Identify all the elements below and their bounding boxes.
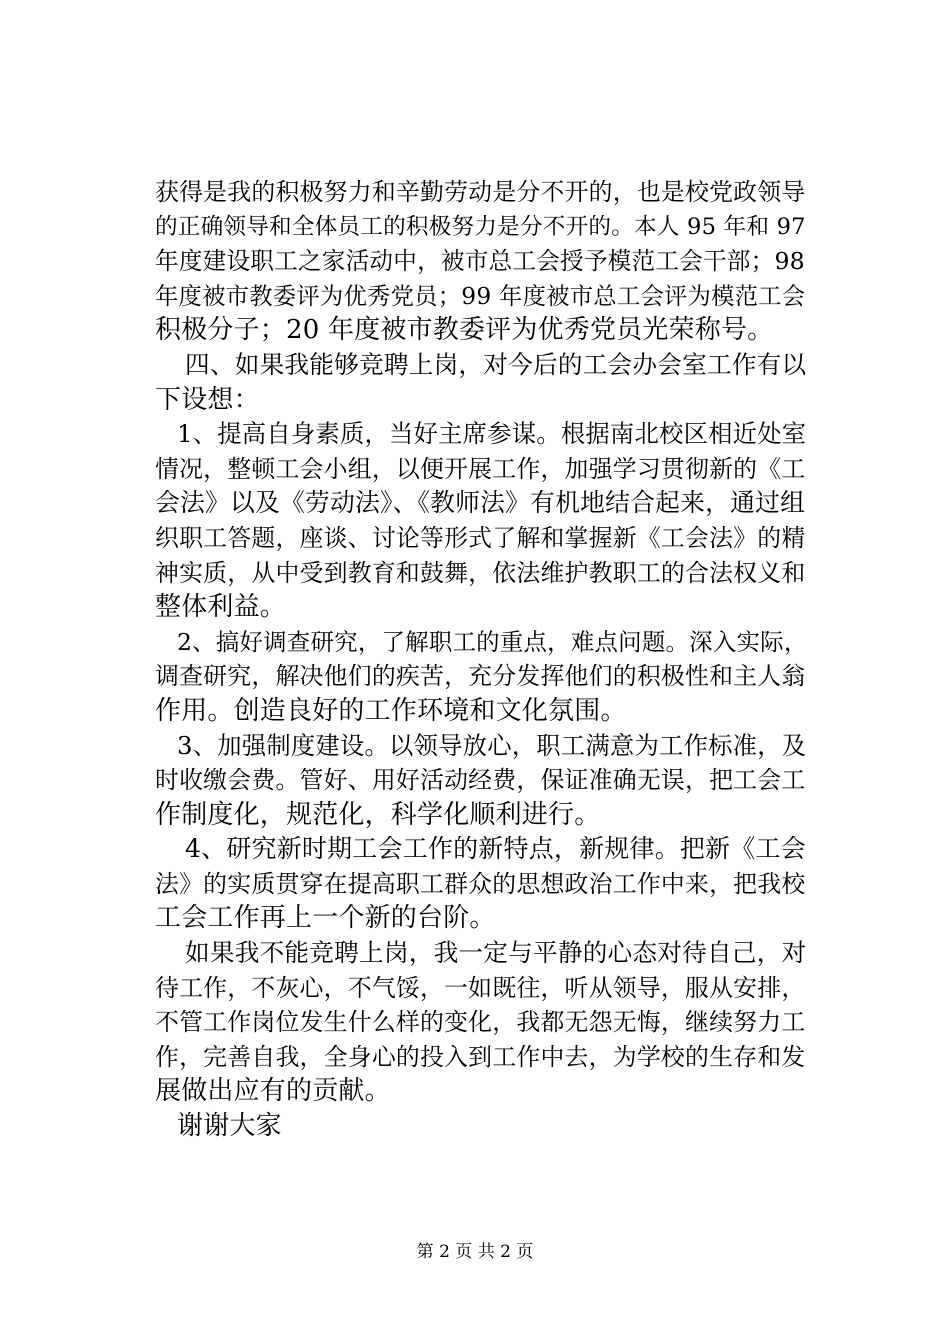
text-line: 法》的实质贯穿在提高职工群众的思想政治工作中来，把我校 xyxy=(155,869,806,898)
text-line: 调查研究，解决他们的疾苦，充分发挥他们的积极性和主人翁 xyxy=(155,662,806,691)
text-line: 3、加强制度建设。以领导放心，职工满意为工作标准，及 xyxy=(177,730,807,760)
text-line: 待工作，不灰心，不气馁，一如既往，听从领导，服从安排， xyxy=(155,973,806,1002)
text-line: 2、搞好调查研究，了解职工的重点，难点问题。深入实际， xyxy=(177,627,808,656)
text-line: 整体利益。 xyxy=(155,592,287,623)
text-line: 4、研究新时期工会工作的新特点，新规律。把新《工会 xyxy=(185,834,806,864)
text-line: 会法》以及《劳动法》、《教师法》有机地结合起来，通过组 xyxy=(155,488,806,518)
text-line: 谢谢大家 xyxy=(177,1111,282,1142)
text-line: 积极分子；20 年度被市教委评为优秀党员光荣称号。 xyxy=(155,315,774,346)
text-line: 获得是我的积极努力和辛勤劳动是分不开的，也是校党政领导 xyxy=(155,178,806,206)
text-line: 年度被市教委评为优秀党员；99 年度被市总工会评为模范工会 xyxy=(155,281,806,310)
text-line: 时收缴会费。管好、用好活动经费，保证准确无误，把工会工 xyxy=(155,766,806,795)
document-body xyxy=(155,175,808,1144)
text-line: 四、如果我能够竞聘上岗，对今后的工会办会室工作有以 xyxy=(185,349,807,379)
text-line: 的正确领导和全体员工的积极努力是分不开的。本人 95 年和 97 xyxy=(155,213,806,240)
text-line: 1、提高自身素质，当好主席参谋。根据南北校区相近处室 xyxy=(177,419,807,449)
text-line: 神实质，从中受到教育和鼓舞，依法维护教职工的合法权义和 xyxy=(155,558,806,587)
text-line: 下设想： xyxy=(155,384,260,415)
text-line: 不管工作岗位发生什么样的变化，我都无怨无悔，继续努力工 xyxy=(155,1008,806,1037)
text-line: 展做出应有的贡献。 xyxy=(155,1076,391,1107)
text-line: 情况，整顿工会小组，以便开展工作，加强学习贯彻新的《工 xyxy=(155,454,806,483)
text-line: 作制度化，规范化，科学化顺利进行。 xyxy=(155,799,601,830)
text-line: 作用。创造良好的工作环境和文化氛围。 xyxy=(155,695,627,726)
text-line: 如果我不能竞聘上岗，我一定与平静的心态对待自己，对 xyxy=(185,938,807,968)
page-footer: 第 2 页 共 2 页 xyxy=(416,1242,534,1262)
text-line: 织职工答题，座谈、讨论等形式了解和掌握新《工会法》的精 xyxy=(155,523,806,552)
text-line: 年度建设职工之家活动中，被市总工会授予模范工会干部；98 xyxy=(155,247,805,276)
text-line: 工会工作再上一个新的台阶。 xyxy=(155,903,496,934)
text-line: 作，完善自我，全身心的投入到工作中去，为学校的生存和发 xyxy=(155,1042,806,1071)
